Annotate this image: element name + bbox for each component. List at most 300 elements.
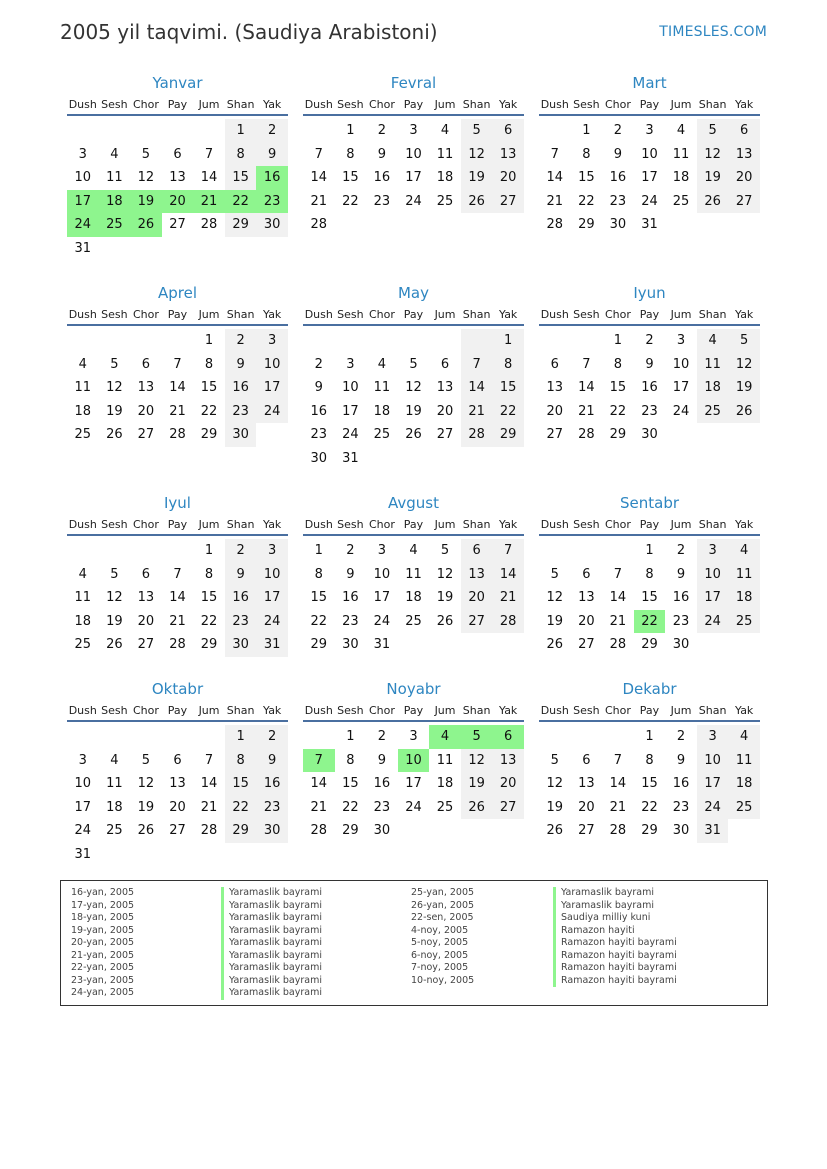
day-cell: 23 (256, 190, 288, 214)
day-cell: 10 (672, 356, 690, 372)
weekday-label: Yak (734, 308, 754, 321)
weekday-label: Dush (68, 518, 97, 531)
day-cell: 13 (578, 590, 595, 606)
empty-cell (130, 539, 162, 563)
day-cell: 27 (492, 796, 524, 820)
weekday-label: Dush (304, 308, 333, 321)
day-cell: 15 (641, 776, 658, 792)
day-cell: 21 (193, 190, 225, 214)
day-cell: 30 (256, 213, 288, 237)
weekday-label: Chor (368, 308, 395, 321)
day-cell: 11 (672, 146, 690, 162)
empty-cell (130, 237, 162, 261)
page-title: 2005 yil taqvimi. (Saudiya Arabistoni) (60, 20, 438, 44)
weekday-label: Shan (226, 308, 255, 321)
day-cell: 9 (377, 752, 387, 768)
legend-date: 5-noy, 2005 (411, 937, 469, 948)
day-cell: 25 (436, 193, 454, 209)
day-cell: 21 (169, 613, 186, 629)
day-cell: 26 (697, 190, 729, 214)
weekday-header (67, 516, 288, 536)
weekday-label: Dush (304, 98, 333, 111)
weekday-label: Jum (434, 518, 456, 531)
empty-cell (697, 423, 729, 447)
day-cell: 22 (200, 613, 218, 629)
day-cell: 3 (346, 356, 355, 372)
day-cell: 25 (99, 213, 131, 237)
month-may (303, 282, 524, 471)
day-cell: 8 (582, 146, 591, 162)
empty-cell (398, 633, 430, 657)
day-cell: 14 (200, 776, 218, 792)
month-name: Aprel (157, 284, 198, 302)
day-cell: 10 (697, 563, 729, 587)
weekday-header (67, 306, 288, 326)
legend-date: 19-yan, 2005 (71, 924, 135, 936)
day-cell: 25 (728, 610, 760, 634)
legend-holiday-name: Yaramaslik bayrami (221, 900, 322, 913)
day-cell: 14 (578, 380, 595, 396)
day-cell: 30 (225, 633, 257, 657)
day-cell: 19 (728, 376, 760, 400)
day-cell: 24 (405, 799, 422, 815)
day-cell: 14 (200, 170, 218, 186)
day-cell: 10 (373, 566, 391, 582)
day-cell: 19 (546, 613, 564, 629)
day-cell: 4 (728, 725, 760, 749)
day-cell: 24 (256, 610, 288, 634)
day-cell: 24 (67, 213, 99, 237)
weekday-label: Dush (68, 308, 97, 321)
legend-holiday-name: Yaramaslik bayrami (221, 950, 322, 963)
day-cell: 17 (697, 586, 729, 610)
day-cell: 26 (461, 190, 493, 214)
day-cell: 14 (169, 380, 186, 396)
day-cell: 25 (697, 400, 729, 424)
day-cell: 18 (99, 190, 131, 214)
day-cell: 15 (225, 166, 257, 190)
day-cell: 27 (728, 190, 760, 214)
weekday-label: Jum (670, 308, 692, 321)
day-cell: 21 (546, 193, 564, 209)
legend-holiday-name: Yaramaslik bayrami (221, 925, 322, 938)
day-cell: 26 (436, 613, 454, 629)
weekday-label: Chor (604, 518, 631, 531)
day-cell: 1 (204, 333, 214, 348)
empty-cell (225, 843, 257, 867)
day-cell: 7 (204, 752, 214, 768)
day-cell: 6 (440, 356, 450, 372)
day-cell: 9 (377, 146, 387, 162)
weekday-label: Chor (604, 308, 631, 321)
month-name: Yanvar (152, 74, 203, 92)
empty-cell (461, 447, 493, 471)
day-cell: 19 (106, 613, 123, 629)
day-cell: 13 (169, 170, 186, 186)
weekday-label: Pay (167, 98, 188, 111)
day-cell: 15 (641, 590, 658, 606)
weekday-label: Shan (462, 98, 491, 111)
day-cell: 22 (200, 403, 218, 419)
day-cell: 28 (492, 610, 524, 634)
empty-cell (67, 119, 99, 143)
empty-cell (539, 329, 571, 353)
weekday-header (67, 702, 288, 722)
day-cell: 2 (256, 725, 288, 749)
day-cell: 5 (550, 566, 559, 582)
day-cell: 9 (256, 143, 288, 167)
empty-cell (429, 447, 461, 471)
month-name: Mart (632, 74, 667, 92)
day-cell: 13 (461, 563, 493, 587)
day-cell: 31 (74, 240, 92, 256)
day-cell: 12 (728, 353, 760, 377)
legend-date: 16-yan, 2005 (71, 887, 135, 898)
day-cell: 12 (546, 776, 564, 792)
legend-holiday-name: Ramazon hayiti bayrami (553, 962, 677, 975)
weekday-label: Dush (68, 98, 97, 111)
weekday-label: Pay (403, 308, 424, 321)
day-cell: 2 (225, 539, 257, 563)
day-cell: 19 (137, 799, 155, 815)
day-cell: 14 (461, 376, 493, 400)
day-cell: 21 (492, 586, 524, 610)
empty-cell (492, 633, 524, 657)
day-cell: 20 (461, 586, 493, 610)
day-cell: 18 (672, 170, 690, 186)
day-cell: 20 (137, 613, 155, 629)
weekday-header (303, 516, 524, 536)
weekday-label: Yak (262, 704, 282, 717)
day-cell: 1 (314, 543, 323, 558)
day-cell: 4 (110, 146, 119, 162)
day-cell: 17 (405, 170, 422, 186)
weekday-header (303, 702, 524, 722)
day-cell: 1 (204, 543, 214, 558)
day-cell: 9 (676, 566, 686, 582)
legend-holiday-name: Ramazon hayiti bayrami (553, 975, 677, 988)
day-cell: 3 (78, 146, 87, 162)
weekday-label: Shan (462, 308, 491, 321)
day-cell: 21 (310, 193, 328, 209)
weekday-header (539, 516, 760, 536)
empty-cell (335, 213, 367, 237)
day-cell: 20 (728, 166, 760, 190)
month-yanvar (67, 72, 288, 261)
weekday-header (67, 96, 288, 116)
day-cell: 13 (169, 776, 186, 792)
legend-holiday-name: Yaramaslik bayrami (553, 887, 677, 900)
day-cell: 23 (256, 796, 288, 820)
day-cell: 7 (550, 146, 559, 162)
day-cell: 12 (436, 566, 454, 582)
day-cell: 27 (137, 427, 155, 443)
empty-cell (366, 213, 398, 237)
day-cell: 6 (492, 725, 524, 749)
empty-cell (398, 447, 430, 471)
day-cell: 18 (436, 170, 454, 186)
empty-cell (492, 213, 524, 237)
day-grid (67, 725, 288, 867)
empty-cell (539, 119, 571, 143)
day-cell: 5 (550, 752, 559, 768)
legend-date: 21-yan, 2005 (71, 949, 135, 961)
day-cell: 25 (373, 427, 391, 443)
day-cell: 13 (492, 143, 524, 167)
day-cell: 5 (141, 752, 151, 768)
day-cell: 9 (346, 566, 355, 582)
legend-column-left-names (221, 887, 322, 1000)
day-cell: 4 (78, 566, 87, 582)
empty-cell (571, 725, 603, 749)
day-cell: 31 (373, 637, 391, 653)
weekday-label: Sesh (573, 704, 600, 717)
weekday-label: Pay (403, 98, 424, 111)
weekday-label: Yak (262, 308, 282, 321)
empty-cell (571, 329, 603, 353)
day-cell: 6 (582, 752, 591, 768)
day-cell: 13 (546, 380, 564, 396)
empty-cell (429, 213, 461, 237)
legend-column-left (71, 887, 134, 1000)
month-name: May (397, 284, 429, 302)
day-cell: 10 (398, 749, 430, 773)
month-name: Avgust (388, 494, 439, 512)
legend-holiday-name: Yaramaslik bayrami (221, 975, 322, 988)
day-cell: 8 (314, 566, 323, 582)
day-cell: 26 (106, 637, 123, 653)
day-cell: 3 (409, 123, 418, 138)
day-cell: 31 (74, 846, 92, 862)
day-cell: 3 (256, 539, 288, 563)
day-cell: 21 (461, 400, 493, 424)
day-cell: 19 (106, 403, 123, 419)
month-name: Noyabr (386, 680, 441, 698)
day-cell: 28 (546, 217, 564, 233)
day-cell: 29 (200, 427, 218, 443)
weekday-label: Sesh (101, 518, 128, 531)
day-cell: 29 (641, 637, 658, 653)
day-cell: 5 (110, 566, 119, 582)
day-cell: 10 (641, 146, 658, 162)
day-cell: 18 (405, 590, 422, 606)
legend-holiday-name: Yaramaslik bayrami (221, 962, 322, 975)
day-cell: 18 (106, 799, 123, 815)
day-cell: 3 (377, 543, 387, 558)
legend-date: 26-yan, 2005 (411, 899, 475, 911)
month-fevral (303, 72, 524, 237)
day-cell: 23 (609, 193, 627, 209)
empty-cell (697, 213, 729, 237)
day-cell: 27 (578, 637, 595, 653)
day-cell: 29 (609, 427, 627, 443)
legend-date: 25-yan, 2005 (411, 887, 475, 898)
day-cell: 26 (130, 213, 162, 237)
empty-cell (99, 237, 131, 261)
day-cell: 25 (728, 796, 760, 820)
day-grid (303, 119, 524, 237)
day-cell: 30 (256, 819, 288, 843)
day-cell: 7 (314, 146, 323, 162)
day-cell: 16 (342, 590, 359, 606)
day-cell: 8 (204, 356, 214, 372)
empty-cell (366, 329, 398, 353)
empty-cell (130, 329, 162, 353)
day-cell: 13 (492, 749, 524, 773)
day-cell: 15 (342, 170, 359, 186)
empty-cell (461, 329, 493, 353)
weekday-label: Jum (670, 518, 692, 531)
day-cell: 11 (106, 170, 123, 186)
day-cell: 30 (225, 423, 257, 447)
day-cell: 2 (613, 123, 623, 138)
day-cell: 13 (137, 590, 155, 606)
day-cell: 23 (310, 427, 328, 443)
day-cell: 24 (697, 796, 729, 820)
day-cell: 6 (728, 119, 760, 143)
day-cell: 10 (256, 563, 288, 587)
weekday-label: Yak (498, 308, 518, 321)
day-cell: 20 (137, 403, 155, 419)
empty-cell (99, 843, 131, 867)
weekday-label: Sesh (337, 98, 364, 111)
day-cell: 25 (436, 799, 454, 815)
day-cell: 20 (578, 613, 595, 629)
brand-link[interactable]: TIMESLES.COM (659, 24, 767, 40)
day-cell: 9 (676, 752, 686, 768)
day-cell: 27 (546, 427, 564, 443)
day-cell: 22 (492, 400, 524, 424)
weekday-label: Yak (734, 518, 754, 531)
day-cell: 25 (74, 637, 92, 653)
day-cell: 4 (429, 725, 461, 749)
day-cell: 3 (645, 123, 654, 138)
day-cell: 6 (173, 752, 182, 768)
day-cell: 17 (641, 170, 658, 186)
weekday-label: Shan (226, 518, 255, 531)
day-cell: 19 (697, 166, 729, 190)
weekday-label: Sesh (337, 518, 364, 531)
day-cell: 1 (225, 119, 257, 143)
day-cell: 13 (436, 380, 454, 396)
month-avgust (303, 492, 524, 657)
day-cell: 27 (169, 823, 186, 839)
legend-holiday-name: Yaramaslik bayrami (221, 887, 322, 900)
empty-cell (303, 725, 335, 749)
day-cell: 21 (200, 799, 218, 815)
month-mart (539, 72, 760, 237)
weekday-header (303, 96, 524, 116)
empty-cell (728, 633, 760, 657)
empty-cell (728, 423, 760, 447)
day-cell: 22 (342, 799, 359, 815)
day-cell: 22 (225, 796, 257, 820)
day-cell: 7 (613, 566, 623, 582)
empty-cell (429, 819, 461, 843)
day-cell: 24 (672, 403, 690, 419)
day-cell: 13 (137, 380, 155, 396)
day-cell: 20 (492, 772, 524, 796)
weekday-label: Pay (167, 518, 188, 531)
day-cell: 18 (728, 772, 760, 796)
day-cell: 19 (461, 772, 493, 796)
weekday-label: Sesh (101, 308, 128, 321)
day-cell: 17 (256, 376, 288, 400)
empty-cell (398, 213, 430, 237)
day-cell: 5 (110, 356, 119, 372)
day-grid (67, 119, 288, 261)
day-cell: 16 (609, 170, 627, 186)
day-cell: 16 (672, 590, 690, 606)
empty-cell (665, 213, 697, 237)
weekday-label: Chor (368, 98, 395, 111)
empty-cell (492, 819, 524, 843)
day-cell: 12 (405, 380, 422, 396)
empty-cell (539, 725, 571, 749)
day-cell: 20 (578, 799, 595, 815)
empty-cell (303, 329, 335, 353)
day-cell: 4 (409, 543, 418, 558)
empty-cell (728, 213, 760, 237)
day-cell: 17 (342, 403, 359, 419)
day-cell: 10 (74, 170, 92, 186)
day-cell: 28 (169, 427, 186, 443)
day-cell: 12 (106, 590, 123, 606)
empty-cell (256, 237, 288, 261)
legend-holiday-name: Ramazon hayiti (553, 925, 677, 938)
day-cell: 10 (256, 353, 288, 377)
day-cell: 19 (546, 799, 564, 815)
day-cell: 16 (256, 166, 288, 190)
empty-cell (571, 539, 603, 563)
legend-holiday-name: Ramazon hayiti bayrami (553, 950, 677, 963)
legend-date: 23-yan, 2005 (71, 974, 135, 986)
day-cell: 11 (106, 776, 123, 792)
day-cell: 16 (256, 772, 288, 796)
day-cell: 30 (342, 637, 359, 653)
day-cell: 10 (697, 749, 729, 773)
day-cell: 21 (609, 613, 627, 629)
day-cell: 26 (546, 823, 564, 839)
day-cell: 4 (377, 356, 387, 372)
empty-cell (162, 237, 194, 261)
day-cell: 30 (641, 427, 658, 443)
day-cell: 22 (310, 613, 328, 629)
weekday-label: Sesh (101, 98, 128, 111)
empty-cell (193, 119, 225, 143)
day-cell: 17 (672, 380, 690, 396)
day-cell: 6 (492, 119, 524, 143)
day-cell: 31 (256, 633, 288, 657)
day-cell: 22 (578, 193, 595, 209)
empty-cell (461, 819, 493, 843)
day-cell: 29 (641, 823, 658, 839)
day-cell: 15 (609, 380, 627, 396)
day-cell: 11 (405, 566, 422, 582)
day-cell: 27 (492, 190, 524, 214)
empty-cell (193, 237, 225, 261)
day-cell: 26 (546, 637, 564, 653)
day-cell: 28 (578, 427, 595, 443)
day-cell: 8 (492, 353, 524, 377)
day-cell: 2 (676, 729, 686, 744)
day-cell: 20 (492, 166, 524, 190)
day-cell: 18 (373, 403, 391, 419)
empty-cell (130, 725, 162, 749)
day-grid (539, 539, 760, 657)
weekday-label: Sesh (337, 308, 364, 321)
day-cell: 27 (578, 823, 595, 839)
